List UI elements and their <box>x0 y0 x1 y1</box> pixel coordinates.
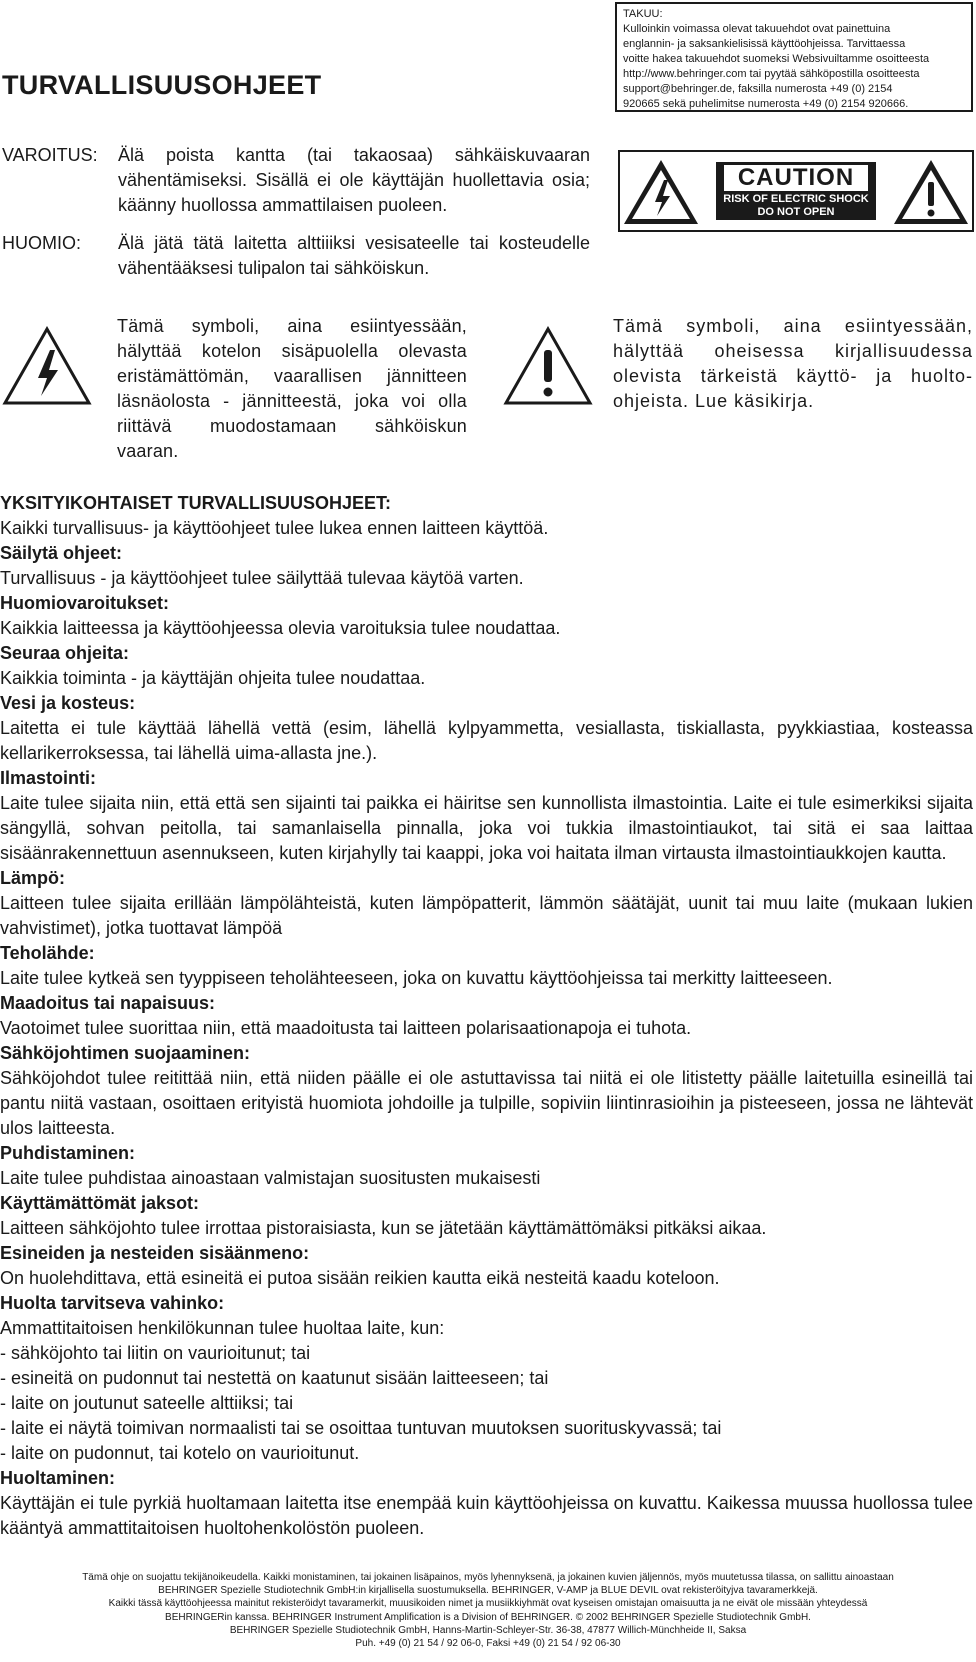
section-text: Laitteen sähköjohto tulee irrottaa pistoraisiasta, kun se jätetään käyttämättömäksi pitkäksi aikaa. <box>0 1218 767 1238</box>
safety-section <box>0 766 973 866</box>
section-text: - sähköjohto tai liitin on vaurioitunut; tai <box>0 1343 311 1363</box>
footer-line: BEHRINGER Spezielle Studiotechnik GmbH:in kirjallisella suostumuksella. BEHRINGER, V-AMP ja BLUE DEVIL ovat rekisteröityjva tavaramerkkejä. <box>158 1585 818 1597</box>
warning-label: VAROITUS: <box>2 145 98 165</box>
section-text: Ammattitaitoisen henkilökunnan tulee huoltaa laite, kun: <box>0 1318 445 1338</box>
section-heading: Käyttämättömät jaksot: <box>0 1193 200 1213</box>
notice-text: Älä jätä tätä laitetta alttiiiksi vesisateelle tai kosteudelle vähentääksesi tulipalon tai sähköiskun. <box>118 233 590 278</box>
section-heading: Esineiden ja nesteiden sisäänmeno: <box>0 1243 310 1263</box>
section-heading: Maadoitus tai napaisuus: <box>0 993 216 1013</box>
copyright-footer <box>0 1571 976 1650</box>
caution-risk-text: RISK OF ELECTRIC SHOCK <box>723 193 869 205</box>
section-heading: Säilytä ohjeet: <box>0 543 123 563</box>
section-text: Kaikkia toiminta - ja käyttäjän ohjeita tulee noudattaa. <box>0 668 426 688</box>
footer-line: Tämä ohje on suojattu tekijänoikeudella. Kaikki monistaminen, tai jokainen lisäpainos, myös lyhennyksenä, ja jokainen kuvien jäljennös, myös muutetussa tilassa, on sallittu ainoastaan <box>82 1572 894 1583</box>
section-heading: Ilmastointi: <box>0 768 97 788</box>
notice-label: HUOMIO: <box>2 233 81 253</box>
section-text: On huolehdittava, että esineitä ei putoa sisään reikien kautta eikä nesteitä kaadu koteloon. <box>0 1268 720 1288</box>
section-text: Laite tulee sijaita niin, että että sen sijainti tai paikka ei häiritse sen kunnollista ilmastointia. Laite ei tule esimerkiksi sijaita sängyllä, sohvan peitolla, tai samanlaisella pinnalla, joka voi tukkia ilmastointiaukot, tai sitä ei saa laittaa sisäänrakennettuun asennukseen, kuten kirjahylly tai kaappi, joka voi haitata ilman virtausta ilmastointiaukkojen kautta. <box>0 793 973 863</box>
lightning-symbol-description: Tämä symboli, aina esiintyessään, hälyttää kotelon sisäpuolella olevasta eristämättömän, vaarallisen jännitteen läsnäolosta - jännitteestä, joka voi olla riittävä muodostamaan sähköiskun vaaran. <box>117 316 467 461</box>
safety-section <box>0 641 973 691</box>
safety-section <box>0 541 973 591</box>
safety-section <box>0 1466 973 1541</box>
section-text: Laitetta ei tule käyttää lähellä vettä (esim, lähellä kylpyammetta, vesiallasta, tiskiallasta, pyykkiastiaa, kosteassa kellarikerroksessa, tai lähellä uima-allasta jne.). <box>0 718 973 763</box>
safety-section <box>0 1291 973 1466</box>
safety-section <box>0 591 973 641</box>
lightning-warning-icon <box>2 326 92 406</box>
section-text: Laitteen tulee sijaita erillään lämpölähteistä, kuten lämpöpatterit, lämmön säätäjät, uunit tai muu laite (mukaan lukien vahvistimet), jotka tuottavat lämpöä <box>0 893 973 938</box>
section-heading: Sähköjohtimen suojaaminen: <box>0 1043 251 1063</box>
caution-lightning-icon <box>624 160 698 224</box>
warranty-box <box>615 2 973 112</box>
caution-sign <box>716 162 876 220</box>
warranty-line: 920665 sekä puhelimitse numerosta +49 (0) 2154 920666. <box>623 98 909 110</box>
safety-section <box>0 491 973 541</box>
section-heading: Huomiovaroitukset: <box>0 593 170 613</box>
caution-exclamation-icon <box>894 160 968 224</box>
safety-section <box>0 1191 973 1241</box>
section-text: - laite on joutunut sateelle alttiiksi; tai <box>0 1393 294 1413</box>
safety-section <box>0 1141 973 1191</box>
section-text: - laite ei näytä toimivan normaalisti tai se osoittaa tuntuvan muutoksen suorituskyvassä; tai <box>0 1418 722 1438</box>
caution-word: CAUTION <box>724 165 868 191</box>
notice-block <box>2 231 590 281</box>
section-text: Kaikki turvallisuus- ja käyttöohjeet tulee lukea ennen laitteen käyttöä. <box>0 518 549 538</box>
page-title: TURVALLISUUSOHJEET <box>2 70 322 100</box>
section-text: Sähköjohdot tulee reitittää niin, että niiden päälle ei ole astuttavissa tai niitä ei ole litistetty päälle laitetuilla esineillä tai pantu niitä vastaan, osoittaen erityistä huomiota johdoille ja tulpille, sopiviin liintinrasioihin ja pisteeseen, jossa ne lähtevät ulos laitteesta. <box>0 1068 973 1138</box>
exclamation-warning-icon <box>503 326 593 406</box>
warning-block <box>2 143 590 218</box>
safety-section <box>0 866 973 941</box>
section-text: Laite tulee puhdistaa ainoastaan valmistajan suositusten mukaisesti <box>0 1168 541 1188</box>
caution-open-text: DO NOT OPEN <box>757 206 835 218</box>
footer-line: Puh. +49 (0) 21 54 / 92 06-0, Faksi +49 (0) 21 54 / 92 06-30 <box>355 1638 621 1650</box>
section-text: Laite tulee kytkeä sen tyyppiseen teholähteeseen, joka on kuvattu käyttöohjeissa tai merkitty laitteeseen. <box>0 968 833 988</box>
safety-sections <box>0 491 973 1541</box>
footer-line: BEHRINGERin kanssa. BEHRINGER Instrument Amplification is a Division of BEHRINGER. © 2002 BEHRINGER Spezielle Studiotechnik GmbH. <box>165 1611 811 1623</box>
section-text: Turvallisuus - ja käyttöohjeet tulee säilyttää tulevaa käytöä varten. <box>0 568 524 588</box>
section-heading: Puhdistaminen: <box>0 1143 136 1163</box>
warranty-line: voitte hakea takuuehdot suomeksi Websivuiltamme osoitteesta <box>623 53 930 65</box>
safety-section <box>0 691 973 766</box>
warranty-line: TAKUU: <box>623 8 663 20</box>
warranty-line: support@behringer.de, faksilla numerosta +49 (0) 2154 <box>623 83 893 95</box>
safety-section <box>0 941 973 991</box>
safety-section <box>0 991 973 1041</box>
section-text: - laite on pudonnut, tai kotelo on vaurioitunut. <box>0 1443 360 1463</box>
section-heading: Lämpö: <box>0 868 65 888</box>
warranty-line: Kulloinkin voimassa olevat takuuehdot ovat painettuina <box>623 23 891 35</box>
footer-line: BEHRINGER Spezielle Studiotechnik GmbH, Hanns-Martin-Schleyer-Str. 36-38, 47877 Willich-Münchheide II, Saksa <box>229 1624 747 1636</box>
footer-line: Kaikki tässä käyttöohjeessa mainitut rekisteröidyt tavaramerkit, muusikoiden nimet ja musiikkiyhmät ovat kyseisen omistajan omaisuutta ja ne eivät ole missään yhteydessä <box>108 1598 868 1610</box>
safety-section <box>0 1241 973 1291</box>
section-heading: Huolta tarvitseva vahinko: <box>0 1293 225 1313</box>
section-heading: Teholähde: <box>0 943 95 963</box>
section-heading: YKSITYIKOHTAISET TURVALLISUUSOHJEET: <box>0 493 392 513</box>
warranty-line: http://www.behringer.com tai pyytää sähköpostilla osoitteesta <box>623 68 920 80</box>
safety-section <box>0 1041 973 1141</box>
section-heading: Vesi ja kosteus: <box>0 693 136 713</box>
warning-text: Älä poista kantta (tai takaosaa) sähkäiskuvaaran vähentämiseksi. Sisällä ei ole käyttäjän huollettavia osia; käänny huollossa ammattilaisen puoleen. <box>118 145 590 215</box>
warranty-line: englannin- ja saksankielisissä käyttöohjeissa. Tarvittaessa <box>623 38 906 50</box>
section-text: Vaotoimet tulee suorittaa niin, että maadoitusta tai laitteen polarisaationapoja ei tuhota. <box>0 1018 692 1038</box>
section-heading: Huoltaminen: <box>0 1468 115 1488</box>
section-text: Kaikkia laitteessa ja käyttöohjeessa olevia varoituksia tulee noudattaa. <box>0 618 561 638</box>
section-heading: Seuraa ohjeita: <box>0 643 130 663</box>
exclamation-symbol-description: Tämä symboli, aina esiintyessään, hälyttää oheisessa kirjallisuudessa olevista tärkeistä käyttö- ja huolto-ohjeista. Lue käsikirja. <box>613 316 973 411</box>
section-text: Käyttäjän ei tule pyrkiä huoltamaan laitetta itse enempää kuin käyttöohjeissa on kuvattu. Kaikessa muussa huollossa tulee kääntyä ammattitaitoisen huoltohenkolöstön puoleen. <box>0 1493 973 1538</box>
caution-label <box>618 150 974 232</box>
section-text: - esineitä on pudonnut tai nestettä on kaatunut sisään laitteeseen; tai <box>0 1368 549 1388</box>
